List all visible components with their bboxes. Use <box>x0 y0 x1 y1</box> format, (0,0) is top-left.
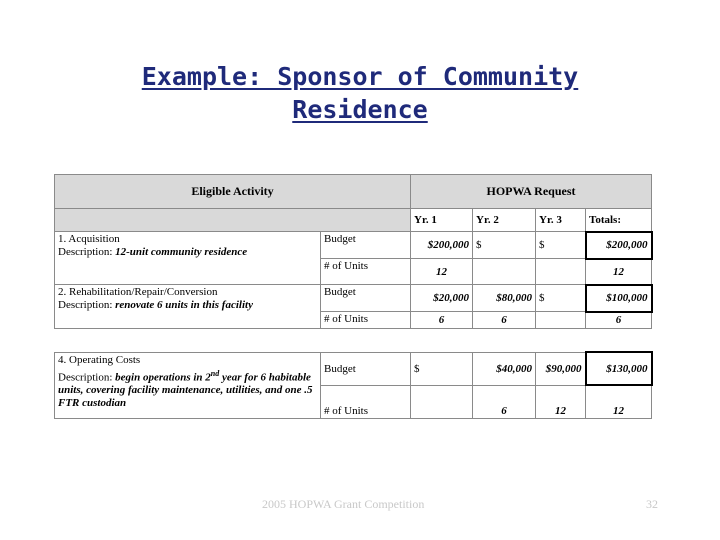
col-yr3: Yr. 3 <box>536 209 586 232</box>
activity-operating-desc-prefix: Description: <box>58 371 116 384</box>
rehab-units-yr1: 6 <box>411 312 473 329</box>
slide-title-line2: Residence <box>292 95 428 124</box>
rehab-budget-yr2: $80,000 <box>473 285 536 312</box>
budget-label: Budget <box>321 352 411 385</box>
col-totals: Totals: <box>586 209 652 232</box>
table-row <box>55 285 652 312</box>
acq-budget-yr2: $ <box>473 232 536 259</box>
activity-rehab-desc-prefix: Description: <box>58 299 116 311</box>
activity-operating-title: 4. Operating Costs <box>58 353 141 366</box>
header-eligible-activity: Eligible Activity <box>55 175 411 209</box>
acq-budget-yr1: $200,000 <box>411 232 473 259</box>
budget-table-1 <box>54 174 653 329</box>
activity-rehab-desc: renovate 6 units in this facility <box>115 299 253 311</box>
rehab-budget-yr1: $20,000 <box>411 285 473 312</box>
table-row <box>55 352 652 385</box>
activity-operating-cell <box>55 352 321 418</box>
rehab-units-total: 6 <box>586 312 652 329</box>
op-units-total: 12 <box>586 385 652 418</box>
budget-label: Budget <box>321 285 411 312</box>
activity-rehab-cell <box>55 285 321 329</box>
col-yr1: Yr. 1 <box>411 209 473 232</box>
acq-budget-yr3: $ <box>536 232 586 259</box>
header-hopwa-request: HOPWA Request <box>411 175 652 209</box>
slide-title-line1: Example: Sponsor of Community <box>141 62 579 91</box>
rehab-budget-yr3: $ <box>536 285 586 312</box>
activity-operating-desc-sup: nd <box>210 368 220 378</box>
units-label: # of Units <box>321 385 411 418</box>
acq-units-yr2 <box>473 259 536 285</box>
op-units-yr1 <box>411 385 473 418</box>
activity-acquisition-title: 1. Acquisition <box>58 233 120 245</box>
table-header-row <box>55 175 652 209</box>
col-yr2: Yr. 2 <box>473 209 536 232</box>
budget-table-2 <box>54 351 653 419</box>
table-row <box>55 232 652 259</box>
op-units-yr3: 12 <box>536 385 586 418</box>
op-units-yr2: 6 <box>473 385 536 418</box>
op-budget-yr3: $90,000 <box>536 352 586 385</box>
op-budget-total: $130,000 <box>586 352 652 385</box>
units-label: # of Units <box>321 259 411 285</box>
page-number: 32 <box>646 497 658 511</box>
units-label: # of Units <box>321 312 411 329</box>
op-budget-yr1: $ <box>411 352 473 385</box>
budget-label: Budget <box>321 232 411 259</box>
rehab-units-yr2: 6 <box>473 312 536 329</box>
table-subheader-row <box>55 209 652 232</box>
op-budget-yr2: $40,000 <box>473 352 536 385</box>
acq-units-yr3 <box>536 259 586 285</box>
subheader-blank <box>55 209 411 232</box>
slide-title <box>60 60 660 126</box>
rehab-budget-total: $100,000 <box>586 285 652 312</box>
slide-footer: 2005 HOPWA Grant Competition <box>262 497 425 511</box>
activity-acquisition-cell <box>55 232 321 285</box>
activity-acquisition-desc-prefix: Description: <box>58 246 116 258</box>
activity-acquisition-desc: 12-unit community residence <box>115 246 248 258</box>
activity-rehab-title: 2. Rehabilitation/Repair/Conversion <box>58 286 218 298</box>
rehab-units-yr3 <box>536 312 586 329</box>
activity-operating-desc-b: year for 6 habitable units, covering facility maintenance, utilities, and one .5 FTR custodian <box>58 371 313 410</box>
acq-units-yr1: 12 <box>411 259 473 285</box>
acq-budget-total: $200,000 <box>586 232 652 259</box>
acq-units-total: 12 <box>586 259 652 285</box>
activity-operating-desc-a: begin operations in 2 <box>115 371 211 384</box>
